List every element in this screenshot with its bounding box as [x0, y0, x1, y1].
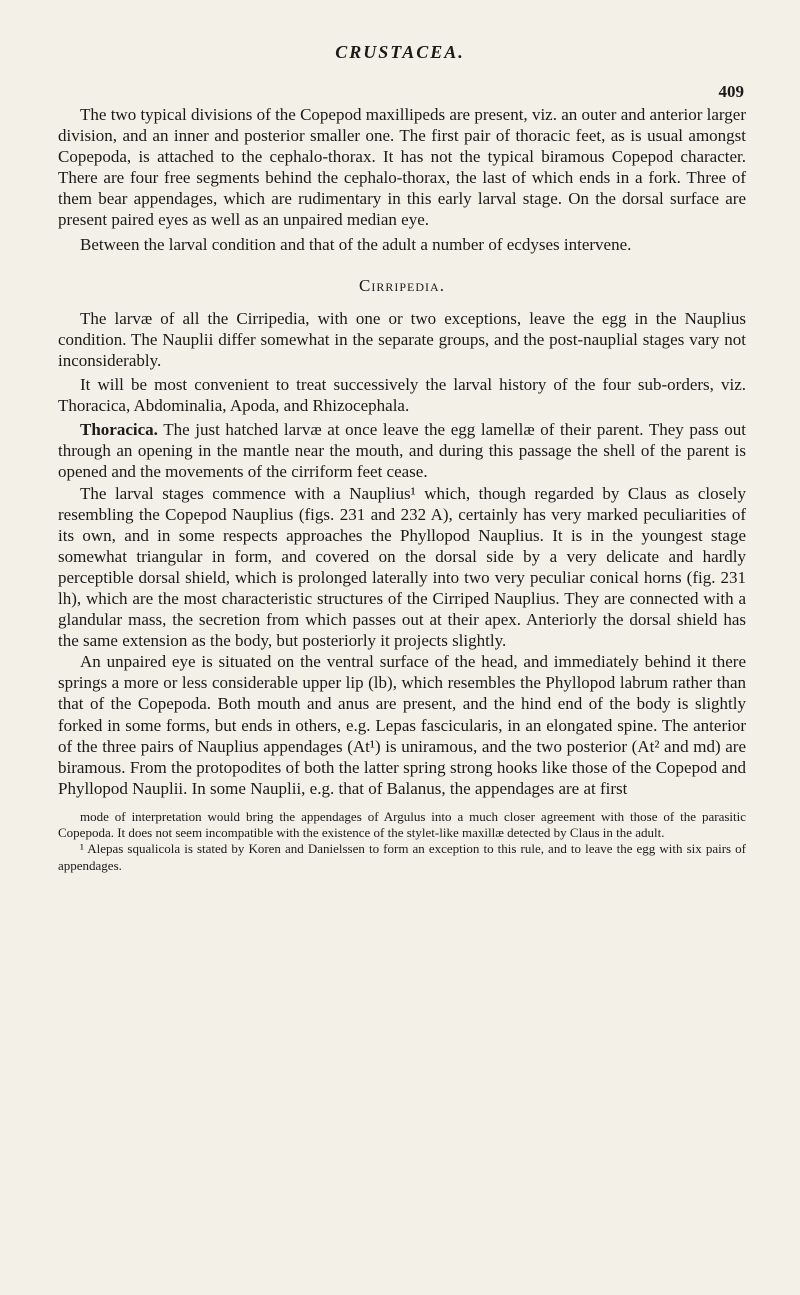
- page-header: [0, 42, 800, 101]
- running-head: CRUSTACEA.: [335, 42, 465, 62]
- footnote: mode of interpretation would bring the appendages of Argulus into a much closer agreement with those of the parasitic Copepoda. It does not seem incompatible with the existence of the stylet-like maxillæ detected by Claus in the adult.: [58, 808, 746, 841]
- footnote: ¹ Alepas squalicola is stated by Koren and Danielssen to form an exception to this rule, and to leave the egg with six pairs of appendages.: [58, 841, 746, 873]
- thoracica-paragraph: An unpaired eye is situated on the ventral surface of the head, and immediately behind it there springs a more or less considerable upper lip (lb), which resembles the Phyllopod labrum rather than that of the Copepoda. Both mouth and anus are present, and the hind end of the body is slightly forked in some forms, but ends in others, e.g. Lepas fascicularis, in an elongated spine. The anterior of the three pairs of Nauplius appendages (At¹) is uniramous, and the two posterior (At² and md) are biramous. From the protopodites of both the latter spring strong hooks like those of the Copepod and Phyllopod Nauplii. In some Nauplii, e.g. that of Balanus, the appendages are at first: [58, 652, 746, 798]
- page-number: 409: [718, 82, 744, 101]
- section-heading-cirripedia: Cirripedia.: [359, 275, 445, 295]
- copepod-paragraph: Between the larval condition and that of the adult a number of ecdyses intervene.: [80, 234, 632, 254]
- thoracica-lead: Thoracica.: [80, 420, 158, 440]
- thoracica-paragraph: The larval stages commence with a Nauplius¹ which, though regarded by Claus as closely resembling the Copepod Nauplius (figs. 231 and 232 A), certainly has very marked peculiarities of its own, and in some respects approaches the Phyllopod Nauplius. It is in the youngest stage somewhat triangular in form, and covered on the dorsal side by a very delicate and hardly perceptible dorsal shield, which is prolonged laterally into two very peculiar conical horns (fig. 231 lh), which are the most characteristic structures of the Cirriped Nauplius. They are connected with a glandular mass, the secretion from which passes out at their apex. Anteriorly the dorsal shield has the same extension as the body, but posteriorly it projects slightly.: [58, 483, 746, 651]
- footnotes: [58, 809, 746, 874]
- cirripedia-paragraph: It will be most convenient to treat successively the larval history of the four sub-orders, viz. Thoracica, Abdominalia, Apoda, and Rhizocephala.: [58, 375, 746, 416]
- thoracica-paragraph: [58, 419, 746, 482]
- cirripedia-paragraph: The larvæ of all the Cirripedia, with one or two exceptions, leave the egg in the Nauplius condition. The Nauplii differ somewhat in the separate groups, and the post-nauplial stages vary not inconsiderably.: [58, 308, 746, 370]
- page-body: [58, 104, 746, 874]
- copepod-paragraph: The two typical divisions of the Copepod maxillipeds are present, viz. an outer and anterior larger division, and an inner and posterior smaller one. The first pair of thoracic feet, as is usual amongst Copepoda, is attached to the cephalo-thorax. It has not the typical biramous Copepod character. There are four free segments behind the cephalo-thorax, the last of which ends in a fork. Three of them bear appendages, which are rudimentary in this early larval stage. On the dorsal surface are present paired eyes as well as an unpaired median eye.: [58, 105, 746, 230]
- thoracica-text: The just hatched larvæ at once leave the egg lamellæ of their parent. They pass out through an opening in the mantle near the mouth, and during this passage the shell of the parent is opened and the movements of the cirriform feet cease.: [58, 420, 746, 482]
